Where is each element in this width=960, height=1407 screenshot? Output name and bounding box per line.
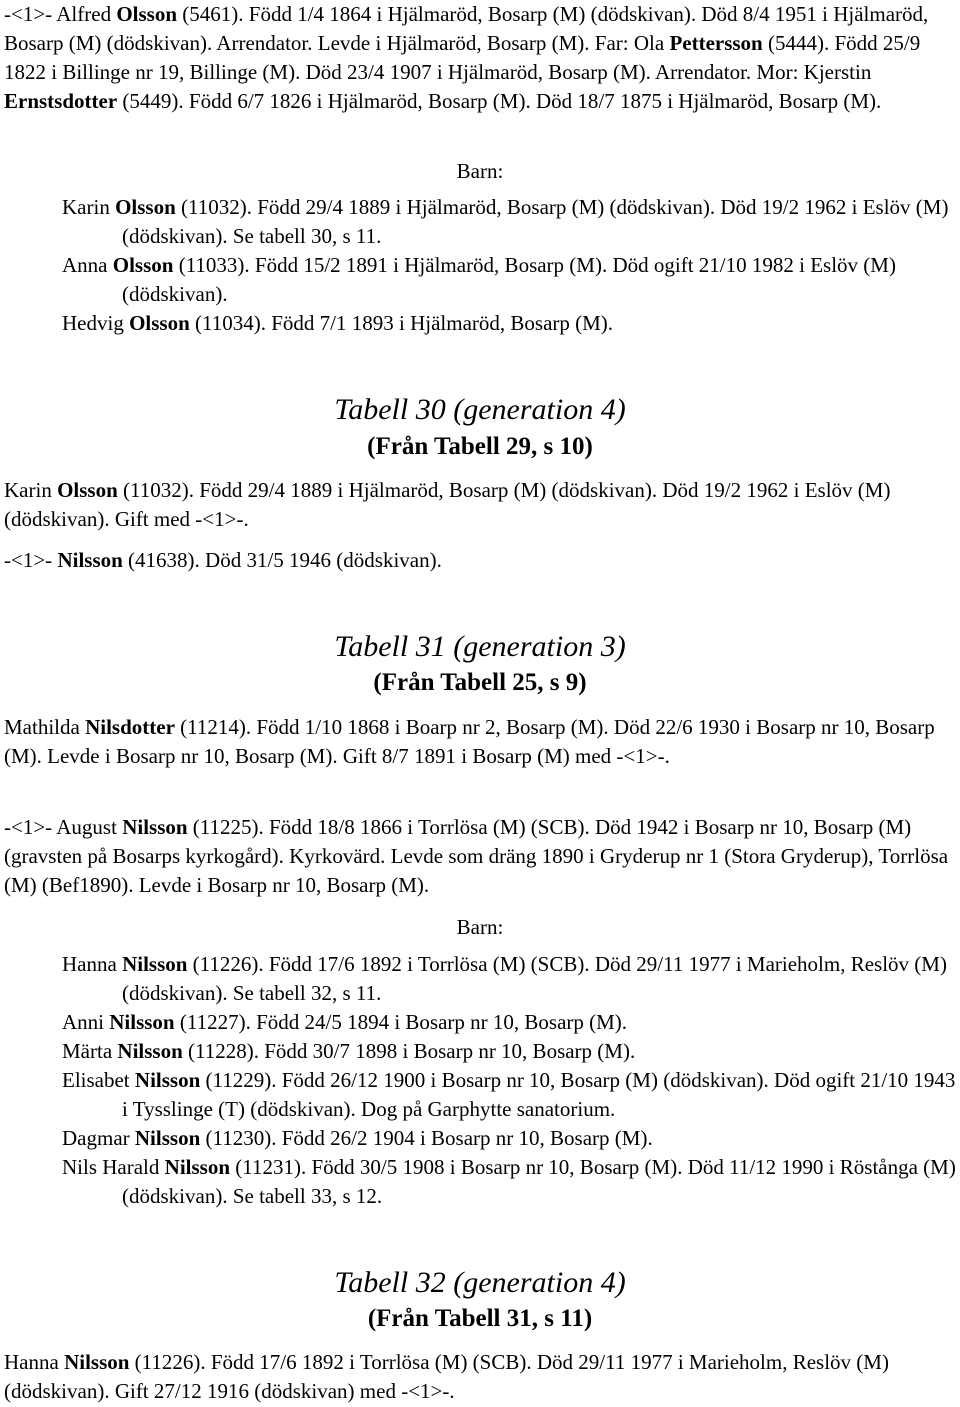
given-name: Hanna — [62, 952, 123, 976]
child-entry — [62, 1037, 956, 1066]
given-name: Anna — [62, 253, 113, 277]
person-paragraph — [4, 713, 956, 771]
given-name: -<1>- — [4, 548, 58, 572]
surname: Pettersson — [669, 31, 763, 55]
text-run: (11227). Född 24/5 1894 i Bosarp nr 10, Bosarp (M). — [174, 1010, 628, 1034]
surname: Nilsson — [122, 952, 188, 976]
table-source: (Från Tabell 31, s 11) — [367, 1305, 593, 1332]
barn-heading: Barn: — [456, 159, 504, 183]
text-run: (11214). Född 1/10 1868 i Boarp nr 2, Bosarp (M). Död 22/6 1930 i Bosarp nr 10, Bosarp (M). Levde i Bosarp nr 10, Bosarp (M). Gift 8/7 1891 i Bosarp (M) med -<1>-. — [4, 715, 935, 768]
child-entry — [62, 251, 956, 309]
text-run: (11032). Född 29/4 1889 i Hjälmaröd, Bosarp (M) (dödskivan). Död 19/2 1962 i Eslöv (M) (dödskivan). Gift med -<1>-. — [4, 478, 891, 531]
surname: Olsson — [115, 195, 176, 219]
text-run: (11226). Född 17/6 1892 i Torrlösa (M) (SCB). Död 29/11 1977 i Marieholm, Reslöv (M) (dödskivan). Gift 27/12 1916 (dödskivan) med -<1>-. — [4, 1350, 889, 1403]
children-list — [4, 950, 956, 1211]
surname: Olsson — [129, 311, 190, 335]
table-title: Tabell 32 (generation 4) — [334, 1266, 626, 1299]
table-title: Tabell 30 (generation 4) — [334, 393, 626, 426]
text-run: (11032). Född 29/4 1889 i Hjälmaröd, Bosarp (M) (dödskivan). Död 19/2 1962 i Eslöv (M) (dödskivan). Se tabell 30, s 11. — [122, 195, 949, 248]
child-entry — [62, 1066, 956, 1124]
spouse-paragraph — [4, 546, 956, 575]
given-name: -<1>- August — [4, 815, 123, 839]
person-paragraph — [4, 476, 956, 534]
child-entry — [62, 309, 956, 338]
person-paragraph — [4, 1348, 956, 1406]
surname: Nilsson — [164, 1155, 231, 1179]
text-run: (5444). Född 25/9 1822 i Billinge nr 19, Billinge (M). Död 23/4 1907 i Hjälmaröd, Bosarp (M). Arrendator. Mor: Kjerstin — [4, 31, 921, 84]
surname: Nilsson — [57, 548, 123, 572]
children-list — [4, 193, 956, 338]
given-name: Nils Harald — [62, 1155, 165, 1179]
table-source: (Från Tabell 29, s 10) — [367, 433, 593, 460]
surname: Nilsson — [117, 1039, 183, 1063]
parent-paragraph — [4, 0, 956, 116]
child-entry — [62, 193, 956, 251]
surname: Nilsson — [122, 815, 188, 839]
surname: Olsson — [112, 253, 174, 277]
given-name: Hanna — [4, 1350, 65, 1374]
table-title: Tabell 31 (generation 3) — [334, 630, 626, 663]
child-entry — [62, 1124, 956, 1153]
text-run: (11033). Född 15/2 1891 i Hjälmaröd, Bosarp (M). Död ogift 21/10 1982 i Eslöv (M) (dödskivan). — [122, 253, 896, 306]
child-entry — [62, 950, 956, 1008]
text-run: (11034). Född 7/1 1893 i Hjälmaröd, Bosarp (M). — [189, 311, 614, 335]
given-name: Karin — [62, 195, 116, 219]
surname: Olsson — [116, 2, 178, 26]
table-source: (Från Tabell 25, s 9) — [373, 669, 587, 696]
text-run: (5461). Född 1/4 1864 i Hjälmaröd, Bosarp (M) (dödskivan). Död 8/4 1951 i Hjälmaröd, Bosarp (M) (dödskivan). Arrendator. Levde i Hjälmaröd, Bosarp (M). Far: Ola — [4, 2, 929, 55]
given-name: Dagmar — [62, 1126, 135, 1150]
given-name: Anni — [62, 1010, 110, 1034]
text-run: (11226). Född 17/6 1892 i Torrlösa (M) (SCB). Död 29/11 1977 i Marieholm, Reslöv (M) (dödskivan). Se tabell 32, s 11. — [122, 952, 947, 1005]
surname: Ernstsdotter — [4, 89, 118, 113]
surname: Nilsson — [109, 1010, 175, 1034]
surname: Olsson — [57, 478, 118, 502]
text-run: (41638). Död 31/5 1946 (dödskivan). — [122, 548, 442, 572]
text-run: (11231). Född 30/5 1908 i Bosarp nr 10, Bosarp (M). Död 11/12 1990 i Röstånga (M) (dödskivan). Se tabell 33, s 12. — [122, 1155, 956, 1208]
given-name: Karin — [4, 478, 58, 502]
spouse-paragraph — [4, 813, 956, 900]
text-run: (5449). Född 6/7 1826 i Hjälmaröd, Bosarp (M). Död 18/7 1875 i Hjälmaröd, Bosarp (M). — [117, 89, 882, 113]
barn-heading: Barn: — [456, 915, 504, 939]
text-run: (11229). Född 26/12 1900 i Bosarp nr 10, Bosarp (M) (dödskivan). Död ogift 21/10 1943 i Tysslinge (T) (dödskivan). Dog på Garphytte sanatorium. — [122, 1068, 956, 1121]
surname: Nilsson — [134, 1068, 201, 1092]
surname: Nilsdotter — [85, 715, 175, 739]
text-run: (11230). Född 26/2 1904 i Bosarp nr 10, Bosarp (M). — [200, 1126, 653, 1150]
text-run: (11225). Född 18/8 1866 i Torrlösa (M) (SCB). Död 1942 i Bosarp nr 10, Bosarp (M) (gravsten på Bosarps kyrkogård). Kyrkovärd. Levde som dräng 1890 i Gryderup nr 1 (Stora Gryderup), Torrlösa (M) (Bef1890). Levde i Bosarp nr 10, Bosarp (M). — [4, 815, 949, 897]
given-name: Elisabet — [62, 1068, 135, 1092]
given-name: Mathilda — [4, 715, 86, 739]
given-name: Märta — [62, 1039, 118, 1063]
surname: Nilsson — [64, 1350, 130, 1374]
given-name: Hedvig — [62, 311, 130, 335]
child-entry — [62, 1153, 956, 1211]
text-run: -<1>- Alfred — [4, 2, 117, 26]
surname: Nilsson — [134, 1126, 201, 1150]
child-entry — [62, 1008, 956, 1037]
text-run: (11228). Född 30/7 1898 i Bosarp nr 10, Bosarp (M). — [182, 1039, 636, 1063]
